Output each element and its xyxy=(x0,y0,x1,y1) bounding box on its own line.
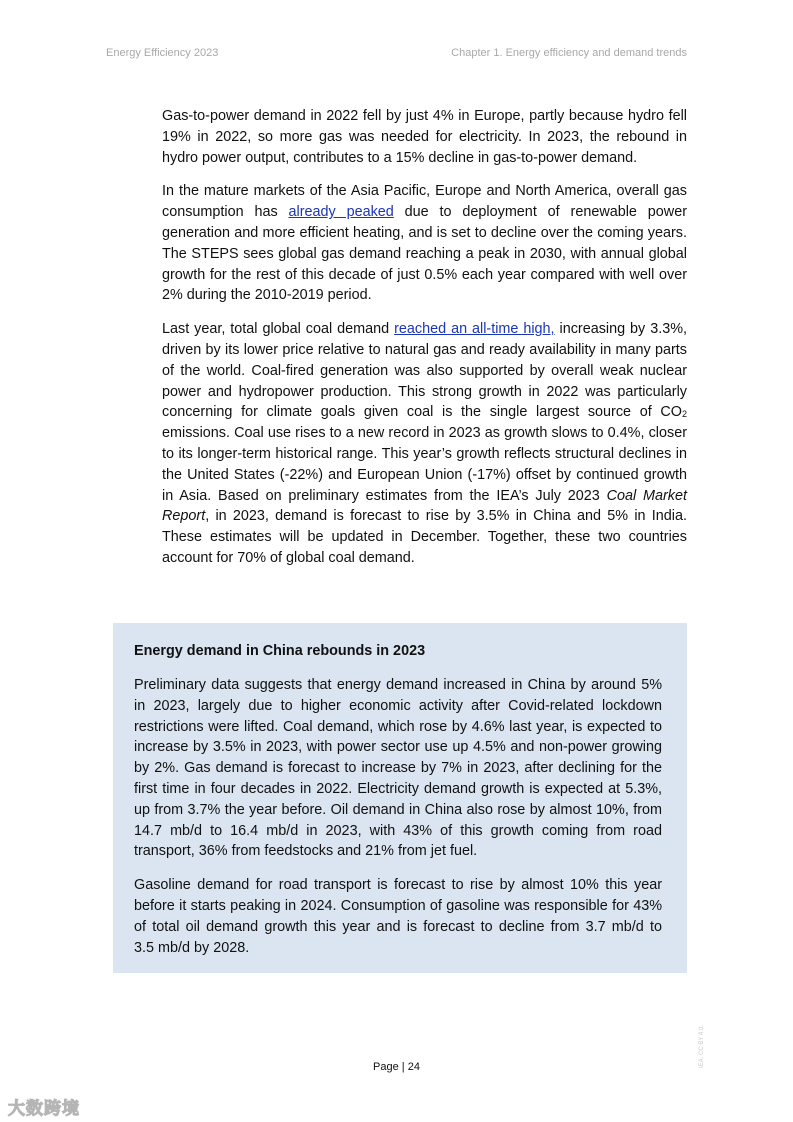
text-line xyxy=(162,444,687,465)
text-line xyxy=(134,800,662,821)
text-line xyxy=(162,361,687,382)
text-line xyxy=(162,223,687,244)
text-line xyxy=(162,527,687,548)
page-number xyxy=(0,1061,793,1073)
text-run: transport, 36% from feedstocks and 21% from jet fuel. xyxy=(134,843,478,860)
text-line xyxy=(162,486,687,507)
text-line xyxy=(162,127,687,148)
text-run: 14.7 mb/d to 16.4 mb/d in 2023, with 43% of this growth coming from road xyxy=(134,822,662,839)
text-line xyxy=(162,181,687,202)
text-run: due to deployment of renewable power xyxy=(393,204,687,221)
main-body-text xyxy=(162,106,687,582)
text-run: account for 70% of global coal demand. xyxy=(162,549,415,566)
page-number-value: 24 xyxy=(407,1061,420,1073)
text-line xyxy=(162,506,687,527)
text-run: Gas-to-power demand in 2022 fell by just 4% in Europe, partly because hydro fell xyxy=(162,108,687,124)
text-line xyxy=(162,465,687,486)
text-run: consumption has xyxy=(162,204,289,221)
text-line xyxy=(134,896,662,917)
text-run: of the world. Coal-fired generation was also supported by overall weak nuclear xyxy=(162,362,687,379)
paragraph xyxy=(162,319,687,569)
text-line xyxy=(134,917,662,938)
text-run: generation and more efficient heating, and is set to decline over the coming years. xyxy=(162,224,687,241)
text-line xyxy=(162,340,687,361)
text-run: increasing by 3.3%, xyxy=(554,321,688,338)
text-line xyxy=(162,548,687,569)
text-run: in Asia. Based on preliminary estimates from the IEA’s July 2023 xyxy=(162,487,607,504)
text-run: first time in four decades in 2022. Electricity demand growth is expected at 5.3%, xyxy=(134,780,662,797)
text-run: power and hydropower production. This strong growth in 2022 was particularly xyxy=(162,383,687,400)
callout-box xyxy=(113,623,687,973)
running-header-chapter: Chapter 1. Energy efficiency and demand trends xyxy=(451,47,687,59)
text-run: emissions. Coal use rises to a new record in 2023 as growth slows to 0.4%, closer xyxy=(162,425,687,442)
callout-body-text xyxy=(134,675,662,971)
subscript: 2 xyxy=(681,409,687,420)
text-run: increase by 3.5% in 2023, with power sector use up 4.5% and non-power growing xyxy=(134,739,662,756)
hyperlink[interactable]: already peaked xyxy=(288,204,394,221)
text-run: 2% during the 2010-2019 period. xyxy=(162,287,372,304)
running-header-title: Energy Efficiency 2023 xyxy=(106,47,219,59)
text-run: These estimates will be updated in December. Together, these two countries xyxy=(162,529,687,546)
text-line xyxy=(134,675,662,696)
text-run: restrictions were lifted. Coal demand, which rose by 4.6% last year, is expected to xyxy=(134,718,662,735)
text-run: hydro power output, contributes to a 15% decline in gas-to-power demand. xyxy=(162,149,638,166)
paragraph xyxy=(162,106,687,168)
text-run: the United States (-22%) and European Union (-17%) offset by continued growth xyxy=(162,466,687,483)
page-label: Page xyxy=(373,1061,399,1073)
text-run: to its longer-term historical range. This year’s growth reflects structural declines in xyxy=(162,445,687,462)
text-line xyxy=(134,875,662,896)
hyperlink[interactable]: reached an all-time high, xyxy=(394,321,555,338)
text-run: growth for the rest of this decade of just 0.5% each year compared with well over xyxy=(162,266,687,283)
paragraph xyxy=(162,181,687,306)
page-separator: | xyxy=(398,1061,408,1073)
text-line xyxy=(162,148,687,169)
text-line xyxy=(162,265,687,286)
text-line xyxy=(134,779,662,800)
text-run: 19% in 2022, so more gas was needed for electricity. In 2023, the rebound in xyxy=(162,128,687,145)
text-run: Preliminary data suggests that energy demand increased in China by around 5% xyxy=(134,677,662,693)
text-line xyxy=(162,202,687,223)
text-line xyxy=(134,821,662,842)
text-run: in 2023, largely due to higher economic activity after Covid-related lockdown xyxy=(134,697,662,714)
italic-title: Report xyxy=(162,508,206,525)
text-line xyxy=(134,696,662,717)
text-run: 3.5 mb/d by 2028. xyxy=(134,939,250,956)
text-line xyxy=(162,402,687,423)
paragraph xyxy=(134,875,662,958)
text-line xyxy=(162,285,687,306)
callout-title: Energy demand in China rebounds in 2023 xyxy=(134,643,426,659)
italic-title: Coal Market xyxy=(606,487,688,504)
text-run: driven by its lower price relative to natural gas and ready availability in many parts xyxy=(162,341,687,358)
text-run: up from 3.7% the year before. Oil demand in China also rose by almost 10%, from xyxy=(134,801,662,818)
text-run: The STEPS sees global gas demand reaching a peak in 2030, with annual global xyxy=(162,245,687,262)
text-line xyxy=(162,106,687,127)
text-run: In the mature markets of the Asia Pacific, Europe and North America, overall gas xyxy=(162,183,687,200)
text-line xyxy=(162,423,687,444)
text-line xyxy=(162,319,687,340)
text-line xyxy=(162,244,687,265)
license-note: IEA. CC BY 4.0. xyxy=(699,1025,705,1068)
paragraph xyxy=(134,675,662,862)
text-run: by 2%. Gas demand is forecast to increase by 7% in 2023, after declining for the xyxy=(134,760,662,777)
text-run: of total oil demand growth this year and is forecast to decline from 3.7 mb/d to xyxy=(134,918,662,935)
text-run: Gasoline demand for road transport is forecast to rise by almost 10% this year xyxy=(134,877,662,894)
text-line xyxy=(134,717,662,738)
text-line xyxy=(134,938,662,959)
text-line xyxy=(134,758,662,779)
text-run: concerning for climate goals given coal is the single largest source of CO xyxy=(162,404,682,421)
text-line xyxy=(134,841,662,862)
text-line xyxy=(134,737,662,758)
text-run: , in 2023, demand is forecast to rise by 3.5% in China and 5% in India. xyxy=(205,508,687,525)
watermark-logo: 大数跨境 xyxy=(8,1099,80,1118)
text-line xyxy=(162,382,687,403)
text-run: before it starts peaking in 2024. Consumption of gasoline was responsible for 43% xyxy=(134,897,662,914)
text-run: Last year, total global coal demand xyxy=(162,321,395,338)
